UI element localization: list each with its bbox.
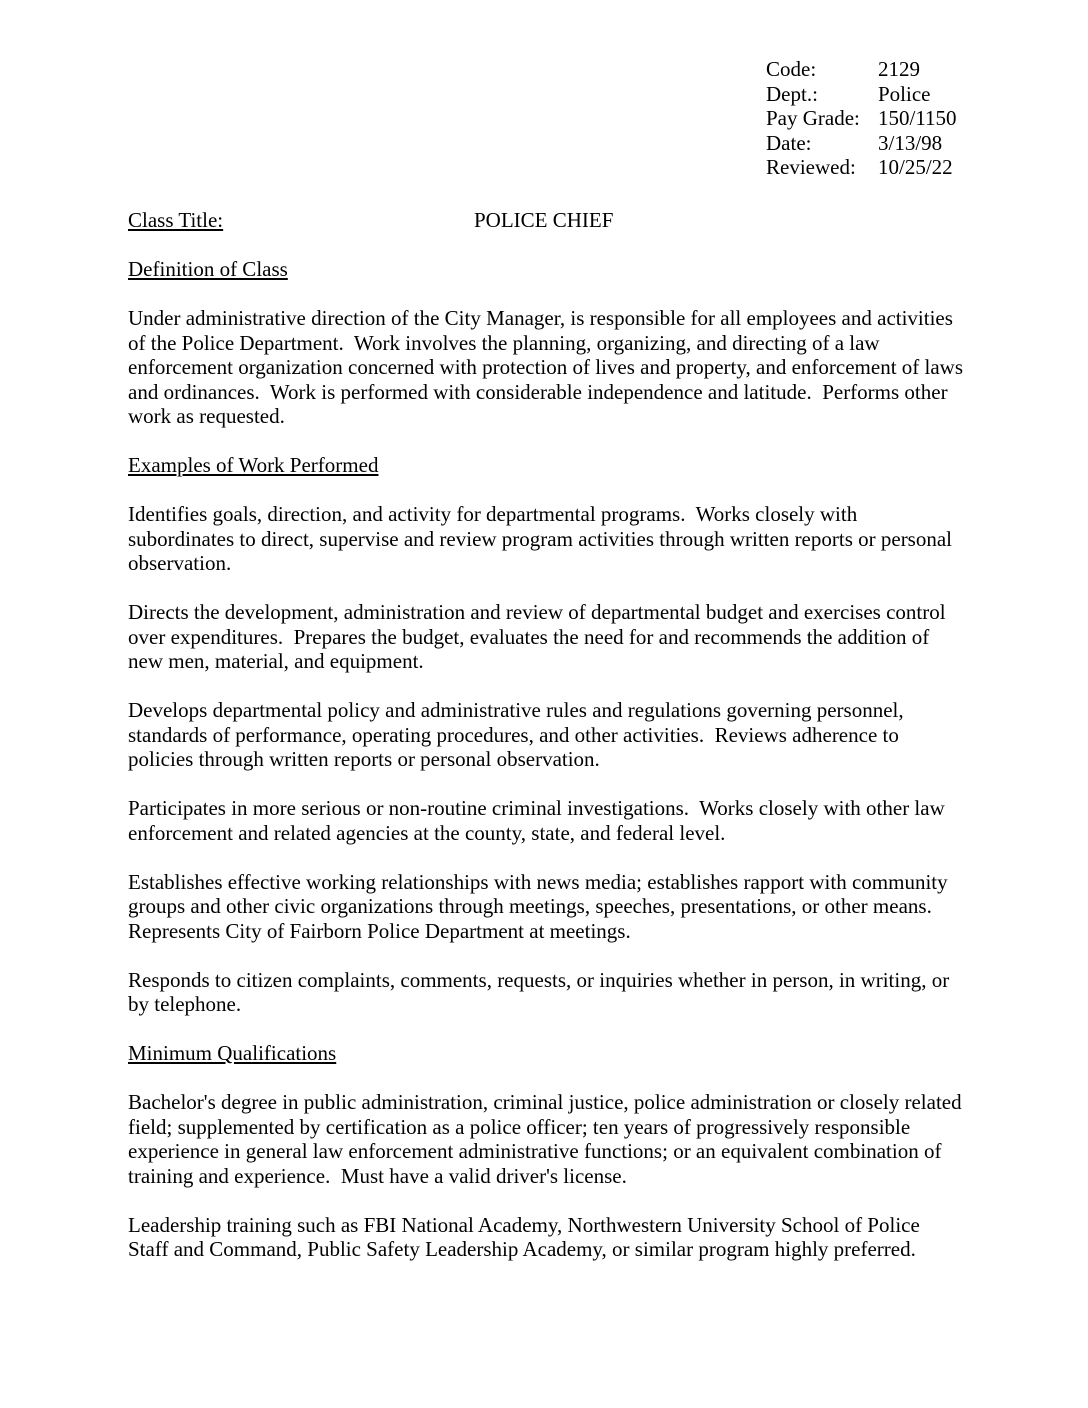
meta-label-dept: Dept.: (766, 81, 818, 106)
meta-row-dept (766, 82, 957, 107)
document-body (128, 208, 969, 1286)
meta-label-reviewed: Reviewed: (766, 155, 856, 179)
section-heading-examples-of-work-performed: Examples of Work Performed (128, 453, 379, 477)
paragraph-definition: Under administrative direction of the City Manager, is responsible for all employees and activities of the Police Department. Work involves the planning, organizing, and directing of a law enforcement organization concerned with protection of lives and property, and enforcement of laws and ordinances. Work is performed with considerable independence and latitude. Performs other work as requested. (128, 306, 969, 428)
paragraph-directs-development: Directs the development, administration and review of departmental budget and exercises control over expenditures. Prepares the budget, evaluates the need for and recommends the addition of new men, material, and equipment. (128, 600, 951, 673)
paragraph-develops-policy: Develops departmental policy and administrative rules and regulations governing personnel, standards of performance, operating procedures, and other activities. Reviews adherence to policies through written reports or personal observation. (128, 698, 909, 771)
class-title-value: POLICE CHIEF (474, 208, 614, 232)
paragraph-establishes-relationships: Establishes effective working relationships with news media; establishes rapport with community groups and other civic organizations through meetings, speeches, presentations, or other means. Represents City of Fairborn Police Department at meetings. (128, 869, 953, 943)
meta-row-pay-grade (766, 106, 957, 131)
section-heading-minimum-qualifications: Minimum Qualifications (128, 1041, 337, 1065)
paragraph-responds-complaints: Responds to citizen complaints, comments, requests, or inquiries whether in person, in writing, or by telephone. (128, 967, 955, 1016)
meta-value-date: 3/13/98 (878, 130, 943, 155)
paragraph-participates-investigations: Participates in more serious or non-routine criminal investigations. Works closely with other law enforcement and related agencies at the county, state, and federal level. (128, 796, 951, 845)
meta-label-pay-grade: Pay Grade: (766, 106, 860, 130)
paragraph-bachelors-degree: Bachelor's degree in public administration, criminal justice, police administration or closely related field; supplemented by certification as a police officer; ten years of progressively responsible experience in general law enforcement administrative functions; or an equivalent combination of training and experience. Must have a valid driver's license. (128, 1090, 967, 1188)
class-title-row (128, 208, 964, 233)
section-heading-definition-of-class: Definition of Class (128, 257, 288, 281)
meta-value-code: 2129 (878, 57, 920, 81)
meta-label-code: Code: (766, 57, 817, 81)
meta-row-date (766, 131, 957, 156)
meta-row-reviewed (766, 155, 957, 180)
meta-value-pay-grade: 150/1150 (878, 106, 957, 130)
header-meta-block (766, 57, 957, 180)
meta-label-date: Date: (766, 130, 812, 155)
meta-value-dept: Police (878, 81, 931, 106)
meta-value-reviewed: 10/25/22 (878, 155, 953, 179)
paragraph-leadership-training: Leadership training such as FBI National Academy, Northwestern University School of Police Staff and Command, Public Safety Leadership Academy, or similar program highly preferred. (128, 1212, 926, 1261)
paragraph-identifies-goals: Identifies goals, direction, and activity for departmental programs. Works closely with subordinates to direct, supervise and review program activities through written reports or personal observation. (128, 502, 958, 575)
meta-row-code (766, 57, 957, 82)
class-title-label: Class Title: (128, 208, 224, 232)
